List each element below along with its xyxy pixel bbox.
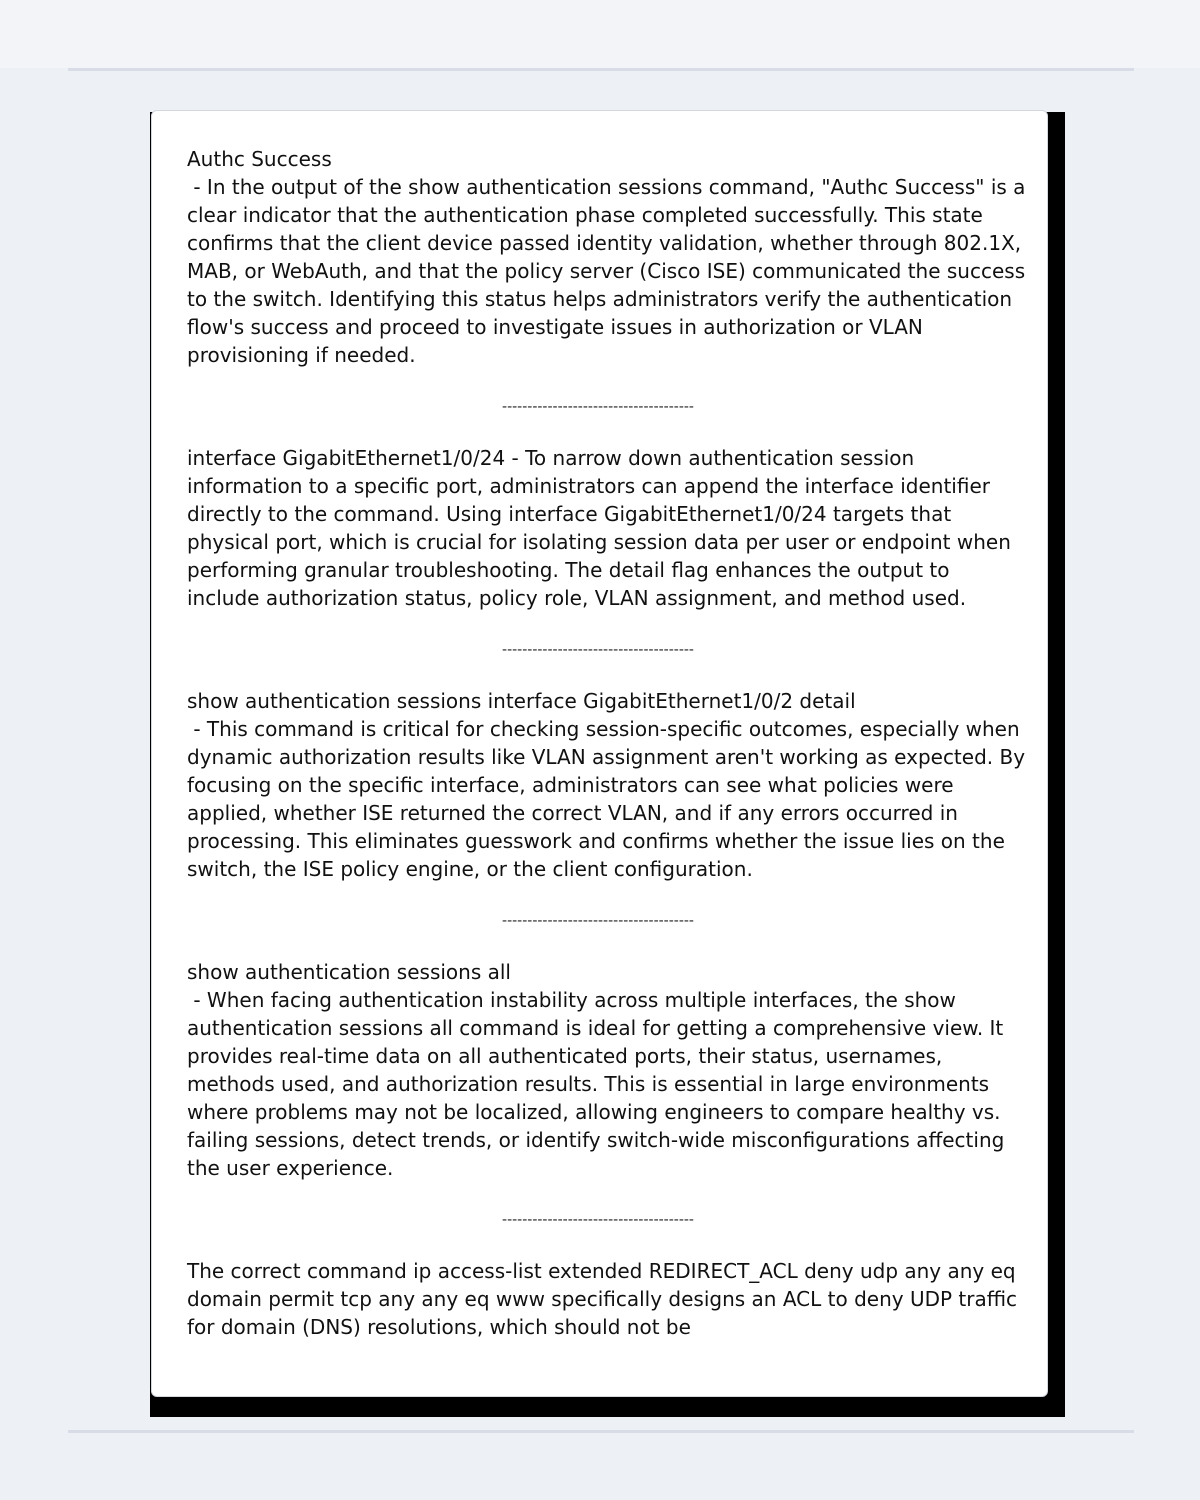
section-redirect-acl xyxy=(187,1257,1027,1341)
document-card xyxy=(151,110,1048,1397)
bottom-divider xyxy=(68,1430,1134,1433)
section-body: - When facing authentication instability across multiple interfaces, the show authentication sessions all command is ideal for getting a comprehensive view. It provides real-time data on all authenticated ports, their status, usernames, methods used, and authorization results. This is essential in large environments where problems may not be localized, allowing engineers to compare healthy vs. failing sessions, detect trends, or identify switch-wide misconfigurations affecting the user experience. xyxy=(187,988,1011,1180)
section-heading: show authentication sessions all xyxy=(187,960,511,984)
document-content xyxy=(187,145,1032,1341)
section-body: - This command is critical for checking session-specific outcomes, especially when dynamic authorization results like VLAN assignment aren't working as expected. By focusing on the specific interface, administrators can see what policies were applied, whether ISE returned the correct VLAN, and if any errors occurred in processing. This eliminates guesswork and confirms whether the issue lies on the switch, the ISE policy engine, or the client configuration. xyxy=(187,717,1032,881)
section-body: - In the output of the show authentication sessions command, "Authc Success" is a clear indicator that the authentication phase completed successfully. This state confirms that the client device passed identity validation, whether through 802.1X, MAB, or WebAuth, and that the policy server (Cisco ISE) communicated the success to the switch. Identifying this status helps administrators verify the authentication flow's success and proceed to investigate issues in authorization or VLAN provisioning if needed. xyxy=(187,175,1032,367)
section-interface-gi-24 xyxy=(187,444,1027,612)
section-separator: -------------------------------------- xyxy=(502,642,694,658)
section-heading: Authc Success xyxy=(187,147,332,171)
top-divider xyxy=(68,68,1134,71)
top-band xyxy=(0,0,1200,68)
section-show-sessions-all xyxy=(187,958,1027,1182)
section-separator: -------------------------------------- xyxy=(502,1212,694,1228)
section-separator: -------------------------------------- xyxy=(502,399,694,415)
section-body: The correct command ip access-list extended REDIRECT_ACL deny udp any any eq domain permit tcp any any eq www specifically designs an ACL to deny UDP traffic for domain (DNS) resolutions, which should not be xyxy=(187,1259,1024,1339)
section-heading: show authentication sessions interface GigabitEthernet1/0/2 detail xyxy=(187,689,856,713)
section-authc-success xyxy=(187,145,1032,369)
section-body: interface GigabitEthernet1/0/24 - To narrow down authentication session information to a specific port, administrators can append the interface identifier directly to the command. Using interface GigabitEthernet1/0/24 targets that physical port, which is crucial for isolating session data per user or endpoint when performing granular troubleshooting. The detail flag enhances the output to include authorization status, policy role, VLAN assignment, and method used. xyxy=(187,446,1018,610)
section-show-sessions-detail xyxy=(187,687,1032,883)
section-separator: -------------------------------------- xyxy=(502,913,694,929)
